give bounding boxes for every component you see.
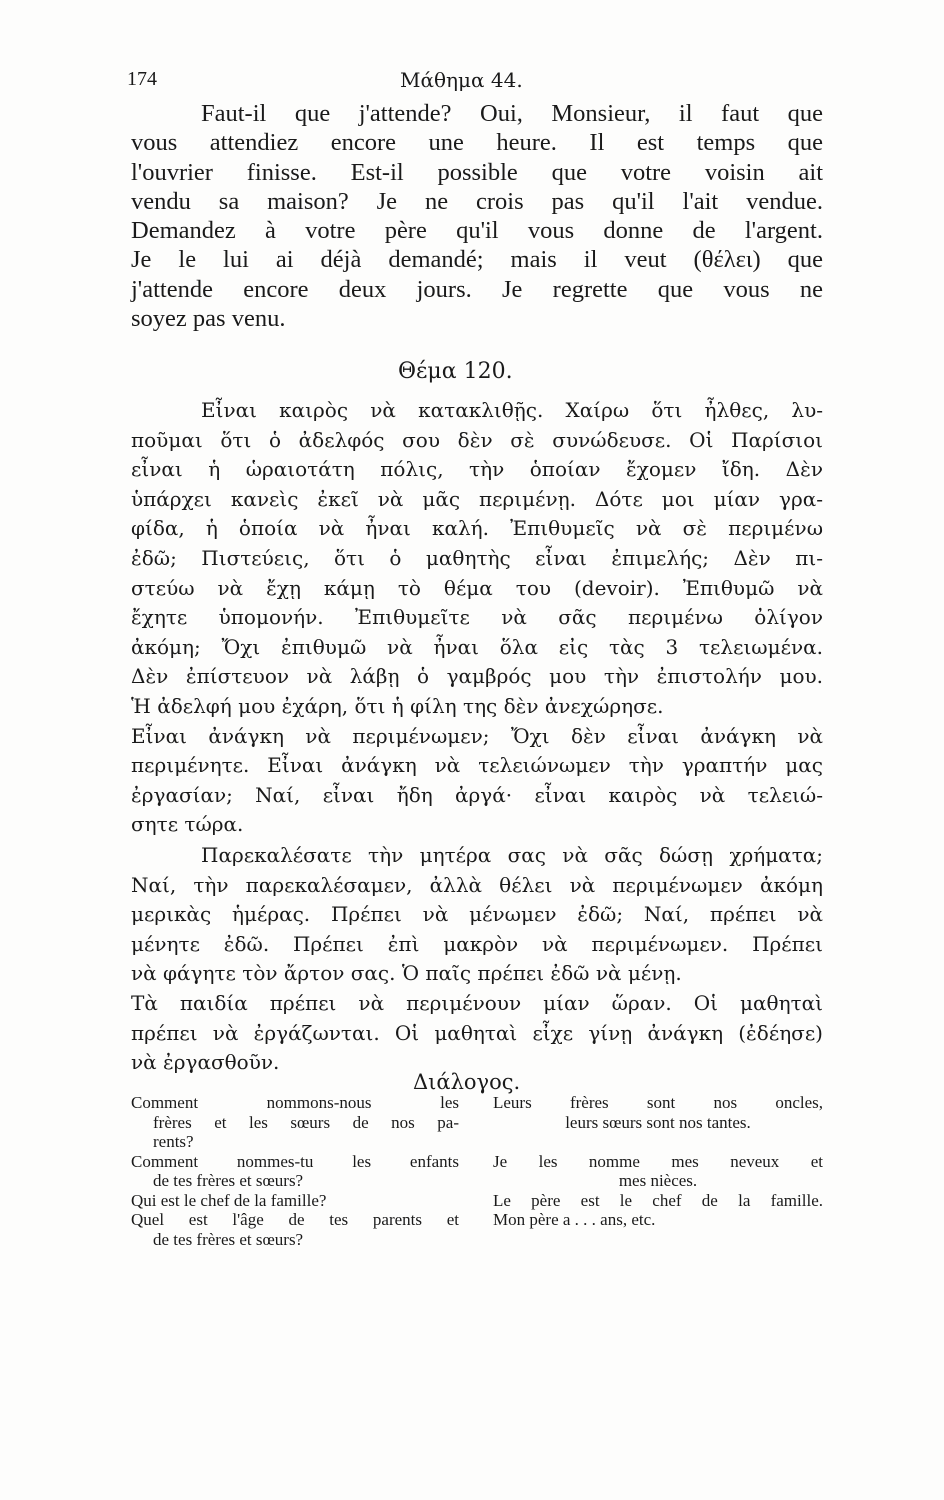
text-line: νὰ φάγητε τὸν ἄρτον σας. Ὁ παῖς πρέπει ἐδῶ νὰ μένῃ. [131,961,682,986]
running-title: Μάθημα 44. [400,68,523,92]
text-line: j'attende encore deux jours. Je regrette que vous ne [131,275,823,303]
text-line [493,1132,823,1152]
text-line: Παρεκαλέσατε τὴν μητέρα σας νὰ σᾶς δώσῃ χρήματα; [201,843,823,867]
text-line: μερικὰς ἡμέρας. Πρέπει νὰ μένωμεν ἐδῶ; Ναί, πρέπει νὰ [131,902,823,927]
text-line: soyez pas venu. [131,305,286,333]
text-line: Le père est le chef de la famille. [493,1190,823,1210]
text-line: ἐργασίαν; Ναί, εἶναι ἤδη ἀργά· εἶναι καιρὸς νὰ τελειώ- [131,782,823,807]
text-line: Quel est l'âge de tes parents et [131,1210,459,1229]
text-line: Leurs frères sont nos oncles, [493,1093,823,1112]
text-line: l'ouvrier finisse. Est-il possible que votre voisin ait [131,158,823,186]
dialogue-title: Διάλογος. [413,1070,521,1094]
text-line: rents? [153,1132,194,1151]
text-line: πρέπει νὰ ἐργάζωνται. Οἱ μαθηταὶ εἶχε γίνῃ ἀνάγκη (ἐδέησε) [131,1020,823,1045]
text-line: vous attendiez encore une heure. Il est temps que [131,129,823,157]
text-line: Δὲν ἐπίστευον νὰ λάβῃ ὁ γαμβρός μου τὴν ἐπιστολήν μου. [131,664,823,689]
text-line: leurs sœurs sont nos tantes. [565,1112,751,1132]
text-line: Je les nomme mes neveux et [493,1151,823,1171]
text-line: φίδα, ἡ ὁποία νὰ ἦναι καλή. Ἐπιθυμεῖς νὰ σὲ περιμένω [131,516,823,541]
dialogue-answers [493,1093,823,1249]
text-line: Je le lui ai déjà demandé; mais il veut (θέλει) que [131,246,823,274]
text-line: στεύω νὰ ἔχῃ κάμῃ τὸ θέμα του (devoir). Ἐπιθυμῶ νὰ [131,575,823,600]
text-line: de tes frères et sœurs? [153,1229,304,1249]
text-line: Comment nommons-nous les [131,1093,459,1112]
text-line: Demandez à votre père qu'il vous donne de l'argent. [131,217,823,245]
french-paragraph [131,99,823,333]
text-line: Faut-il que j'attende? Oui, Monsieur, il faut que [201,100,823,127]
text-line: Comment nommes-tu les enfants [131,1151,459,1171]
text-line: Qui est le chef de la famille? [131,1190,327,1210]
text-line: περιμένητε. Εἶναι ἀνάγκη νὰ τελειώνωμεν τὴν γραπτήν μας [131,753,823,778]
text-line: Εἶναι ἀνάγκη νὰ περιμένωμεν; Ὄχι δὲν εἶναι ἀνάγκη νὰ [131,723,823,748]
text-line: ποῦμαι ὅτι ὁ ἀδελφός σου δὲν σὲ συνώδευσε. Οἱ Παρίσιοι [131,427,823,452]
text-line: ὑπάρχει κανεὶς ἐκεῖ νὰ μᾶς περιμένῃ. Δότε μοι μίαν γρα- [131,486,823,511]
text-line: σητε τώρα. [131,812,244,837]
text-line [493,1230,823,1250]
exercise-title: Θέμα 120. [398,359,513,384]
text-line: Τὰ παιδία πρέπει νὰ περιμένουν μίαν ὥραν. Οἱ μαθηταὶ [131,990,823,1015]
page-number: 174 [127,68,157,90]
text-line: εἶναι ἡ ὡραιοτάτη πόλις, τὴν ὁποίαν ἔχομεν ἴδη. Δὲν [131,457,823,482]
text-line: Ναί, τὴν παρεκαλέσαμεν, ἀλλὰ θέλει νὰ περιμένωμεν ἀκόμη [131,872,823,897]
text-line: vendu sa maison? Je ne crois pas qu'il l'ait vendue. [131,187,823,215]
text-line: de tes frères et sœurs? [153,1171,304,1190]
text-line: ἐδῶ; Πιστεύεις, ὅτι ὁ μαθητὴς εἶναι ἐπιμελής; Δὲν πι- [131,545,823,570]
text-line: Mon père a . . . ans, etc. [493,1210,656,1229]
greek-paragraph-1 [131,396,823,840]
text-line: ἔχητε ὑπομονήν. Ἐπιθυμεῖτε νὰ σᾶς περιμένω ὀλίγον [131,605,823,630]
text-line: Ἡ ἀδελφή μου ἐχάρη, ὅτι ἡ φίλη της δὲν ἀνεχώρησε. [131,693,664,718]
text-line: frères et les sœurs de nos pa- [153,1112,459,1132]
dialogue-questions [131,1093,459,1249]
text-line: mes nièces. [618,1171,698,1190]
greek-paragraph-2 [131,841,823,1078]
text-line: μένητε ἐδῶ. Πρέπει ἐπὶ μακρὸν νὰ περιμένωμεν. Πρέπει [131,931,823,956]
text-line: ἀκόμη; Ὄχι ἐπιθυμῶ νὰ ἦναι ὅλα εἰς τὰς 3 τελειωμένα. [131,634,823,659]
text-line: νὰ ἐργασθοῦν. [131,1050,280,1075]
text-line: Εἶναι καιρὸς νὰ κατακλιθῇς. Χαίρω ὅτι ἦλθες, λυ- [201,398,823,422]
